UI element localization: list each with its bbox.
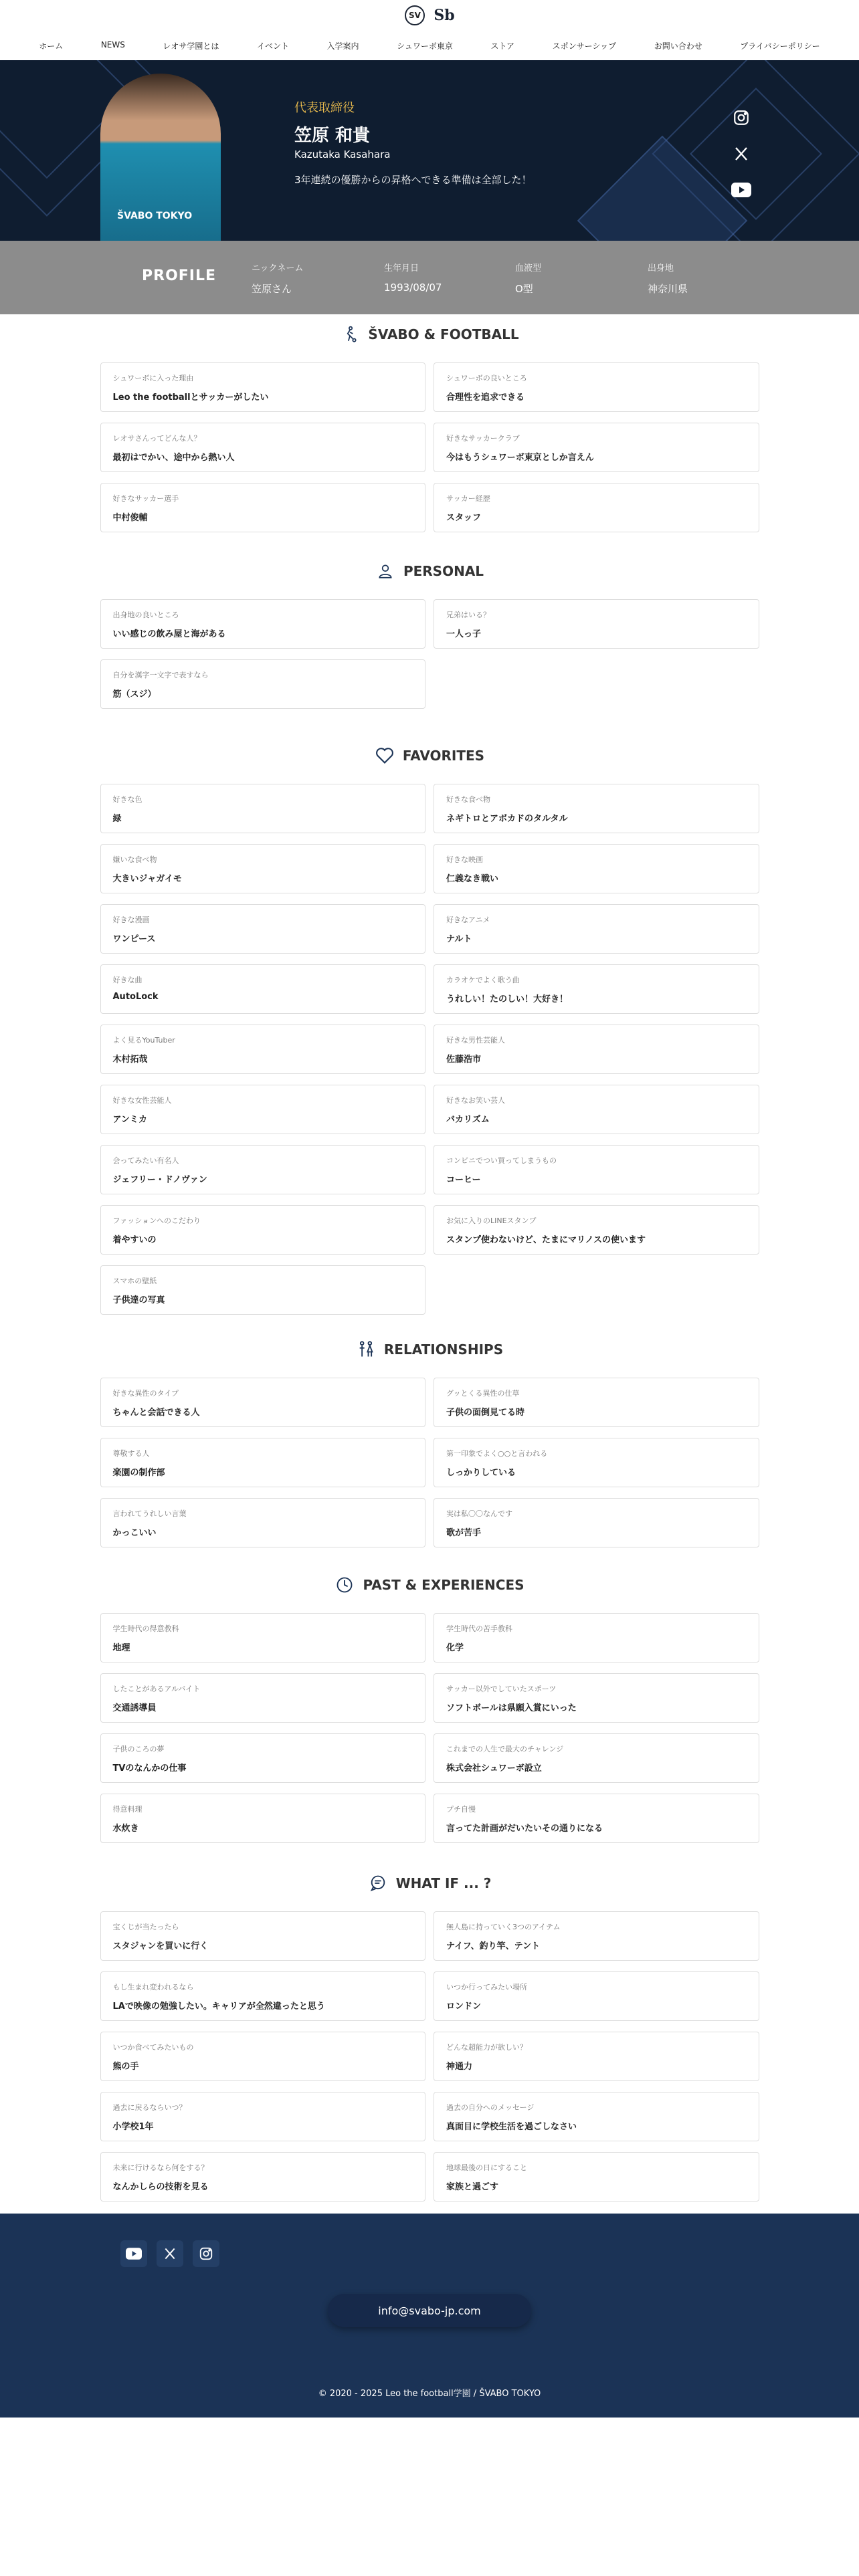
qa-question: 好きな食べ物 bbox=[446, 795, 490, 804]
profile-label: PROFILE bbox=[142, 267, 217, 284]
qa-card bbox=[434, 1378, 759, 1427]
profile-field-key: ニックネーム bbox=[252, 263, 304, 274]
qa-answer: ワンピース bbox=[112, 934, 156, 944]
qa-question: 好きなサッカー選手 bbox=[112, 494, 179, 503]
section-title: FAVORITES bbox=[402, 748, 485, 764]
qa-card bbox=[434, 2032, 759, 2081]
qa-answer: いい感じの飲み屋と海がある bbox=[112, 629, 226, 639]
qa-grid bbox=[100, 784, 759, 1315]
qa-answer: 中村俊輔 bbox=[112, 513, 148, 523]
nav-item[interactable]: スポンサーシップ bbox=[552, 41, 617, 51]
qa-answer: ナイフ、釣り竿、テント bbox=[446, 1941, 541, 1951]
qa-question: 無人島に持っていく3つのアイテム bbox=[446, 1923, 561, 1931]
qa-question: 会ってみたい有名人 bbox=[112, 1156, 179, 1165]
qa-question: 宝くじが当たったら bbox=[112, 1923, 179, 1931]
qa-answer: アンミカ bbox=[112, 1115, 147, 1125]
qa-question: したことがあるアルバイト bbox=[112, 1685, 201, 1693]
leosa-logo[interactable] bbox=[405, 5, 425, 25]
qa-question: 学生時代の得意教科 bbox=[112, 1624, 179, 1633]
profile-field-value: 1993/08/07 bbox=[384, 282, 442, 294]
section-header bbox=[0, 558, 859, 584]
qa-card bbox=[434, 1145, 759, 1194]
qa-question: もし生まれ変われるなら bbox=[112, 1983, 194, 1992]
qa-answer: 緑 bbox=[112, 814, 122, 824]
qa-answer: うれしい！たのしい！大好き！ bbox=[446, 994, 569, 1004]
section bbox=[0, 558, 859, 709]
section-header bbox=[0, 1870, 859, 1897]
qa-answer: 神通力 bbox=[446, 2062, 473, 2072]
qa-card bbox=[434, 1733, 759, 1783]
qa-answer: 地理 bbox=[112, 1643, 130, 1653]
qa-card bbox=[100, 784, 426, 833]
qa-card bbox=[434, 1085, 759, 1134]
qa-question: 言われてうれしい言葉 bbox=[112, 1509, 187, 1518]
speech-bubble-icon bbox=[368, 1873, 388, 1893]
qa-question: 出身地の良いところ bbox=[112, 611, 179, 619]
qa-answer: ロンドン bbox=[446, 2002, 482, 2012]
qa-answer: ナルト bbox=[446, 934, 472, 944]
qa-question: 好きな色 bbox=[112, 795, 142, 804]
qa-question: どんな超能力が欲しい？ bbox=[446, 2043, 527, 2052]
qa-answer: 子供達の写真 bbox=[112, 1295, 165, 1305]
qa-answer: 小学校1年 bbox=[112, 2122, 154, 2132]
qa-grid bbox=[100, 1378, 759, 1547]
section-title: WHAT IF ... ? bbox=[395, 1875, 492, 1891]
qa-card bbox=[100, 964, 426, 1014]
section bbox=[0, 1870, 859, 2202]
qa-card bbox=[434, 1613, 759, 1662]
qa-card bbox=[100, 2092, 426, 2141]
qa-answer: ジェフリー・ドノヴァン bbox=[112, 1175, 207, 1185]
hero-banner bbox=[0, 60, 859, 241]
qa-card bbox=[100, 1438, 426, 1487]
qa-question: シュワーボの良いところ bbox=[446, 374, 527, 383]
instagram-icon[interactable] bbox=[193, 2240, 219, 2267]
profile-field-key: 生年月日 bbox=[384, 263, 419, 274]
profile-field-key: 出身地 bbox=[648, 263, 674, 274]
qa-question: これまでの人生で最大のチャレンジ bbox=[446, 1745, 564, 1753]
footer-social-links bbox=[120, 2240, 219, 2267]
section bbox=[0, 321, 859, 532]
qa-question: お気に入りのLINEスタンプ bbox=[446, 1216, 537, 1225]
qa-card bbox=[434, 1911, 759, 1961]
qa-question: プチ自慢 bbox=[446, 1805, 476, 1814]
qa-card bbox=[434, 904, 759, 954]
section-title: PAST & EXPERIENCES bbox=[363, 1577, 524, 1593]
section-title: PERSONAL bbox=[403, 563, 484, 579]
qa-card bbox=[434, 2152, 759, 2202]
qa-question: 好きな男性芸能人 bbox=[446, 1036, 505, 1045]
qa-card bbox=[100, 1911, 426, 1961]
shirt-text: ŠVABO TOKYO bbox=[117, 211, 193, 221]
qa-card bbox=[434, 362, 759, 412]
nav-item[interactable]: NEWS bbox=[100, 40, 125, 49]
qa-answer: バカリズム bbox=[446, 1115, 490, 1125]
qa-question: 実は私〇〇なんです bbox=[446, 1509, 512, 1518]
qa-card bbox=[434, 1673, 759, 1723]
qa-answer: 水炊き bbox=[112, 1824, 139, 1834]
qa-answer: コーヒー bbox=[446, 1175, 481, 1185]
qa-answer: ちゃんと会話できる人 bbox=[112, 1408, 200, 1418]
qa-card bbox=[100, 659, 426, 709]
qa-answer: 家族と過ごす bbox=[446, 2182, 499, 2192]
logo-a-text: SV bbox=[409, 11, 421, 20]
profile-field bbox=[384, 261, 442, 294]
clock-icon bbox=[335, 1575, 355, 1595]
qa-question: グッとくる異性の仕草 bbox=[446, 1389, 520, 1398]
qa-answer: 木村拓哉 bbox=[112, 1055, 148, 1065]
qa-question: 過去に戻るならいつ？ bbox=[112, 2103, 187, 2112]
qa-card bbox=[100, 362, 426, 412]
qa-answer: ソフトボールは県願入賞にいった bbox=[446, 1703, 577, 1713]
qa-card bbox=[434, 1205, 759, 1255]
section bbox=[0, 1572, 859, 1843]
nav-item[interactable]: プライバシーポリシー bbox=[740, 41, 820, 51]
qa-answer: 交通誘導員 bbox=[112, 1703, 157, 1713]
qa-card bbox=[434, 1438, 759, 1487]
logo-b-text: Sb bbox=[434, 7, 455, 24]
qa-card bbox=[100, 1613, 426, 1662]
main-nav bbox=[0, 40, 859, 51]
qa-card bbox=[434, 423, 759, 472]
section-title: ŠVABO & FOOTBALL bbox=[368, 326, 519, 342]
role-title: 代表取締役 bbox=[294, 101, 355, 115]
qa-question: 好きな曲 bbox=[112, 976, 142, 984]
section-header bbox=[0, 742, 859, 769]
qa-answer: Leo the footballとサッカーがしたい bbox=[112, 393, 269, 403]
qa-card bbox=[100, 599, 426, 649]
qa-card bbox=[434, 599, 759, 649]
qa-answer: スタンプ使わないけど、たまにマリノスの使います bbox=[446, 1235, 646, 1245]
qa-question: よく見るYouTuber bbox=[112, 1036, 175, 1045]
qa-answer: 最初はでかい、途中から熱い人 bbox=[112, 453, 235, 463]
qa-answer: ネギトロとアボカドのタルタル bbox=[446, 814, 568, 824]
qa-answer: 仁義なき戦い bbox=[446, 874, 499, 884]
qa-question: 兄弟はいる？ bbox=[446, 611, 490, 619]
nav-item[interactable]: ストア bbox=[490, 41, 515, 51]
qa-answer: 今はもうシュワーボ東京としか言えん bbox=[446, 453, 594, 463]
qa-card bbox=[434, 483, 759, 532]
svabo-logo[interactable] bbox=[434, 5, 454, 25]
qa-card bbox=[100, 844, 426, 893]
qa-answer: AutoLock bbox=[112, 992, 159, 1002]
logo-group bbox=[0, 5, 859, 25]
couple-icon bbox=[356, 1339, 376, 1360]
qa-question: 得意料理 bbox=[112, 1805, 142, 1814]
profile-field-key: 血液型 bbox=[515, 263, 542, 274]
qa-card bbox=[100, 423, 426, 472]
qa-answer: 筋（スジ） bbox=[112, 689, 157, 700]
qa-question: 尊敬する人 bbox=[112, 1449, 150, 1458]
qa-answer: 一人っ子 bbox=[446, 629, 482, 639]
qa-answer: TVのなんかの仕事 bbox=[112, 1763, 187, 1774]
qa-answer: かっこいい bbox=[112, 1528, 157, 1538]
name-japanese: 笠原 和貴 bbox=[294, 126, 371, 146]
qa-answer: 佐藤浩市 bbox=[446, 1055, 482, 1065]
youtube-icon[interactable] bbox=[731, 179, 752, 201]
site-footer bbox=[0, 2214, 859, 2418]
qa-question: いつか行ってみたい場所 bbox=[446, 1983, 527, 1992]
qa-card bbox=[434, 844, 759, 893]
email-button[interactable]: info@svabo-jp.com bbox=[328, 2294, 531, 2327]
qa-card bbox=[434, 1498, 759, 1547]
qa-card bbox=[100, 1498, 426, 1547]
section-title: RELATIONSHIPS bbox=[383, 1341, 504, 1358]
nav-item[interactable]: イベント bbox=[256, 41, 289, 51]
qa-answer: 真面目に学校生活を過ごしなさい bbox=[446, 2122, 577, 2132]
qa-question: 好きなアニメ bbox=[446, 916, 490, 924]
nav-item[interactable]: お問い合わせ bbox=[654, 41, 702, 51]
qa-grid bbox=[100, 362, 759, 532]
profile-field bbox=[648, 261, 688, 296]
qa-question: 好きな女性芸能人 bbox=[112, 1096, 172, 1105]
profile-field bbox=[515, 261, 541, 296]
qa-card bbox=[100, 904, 426, 954]
nav-item[interactable]: ホーム bbox=[39, 41, 64, 51]
qa-question: いつか食べてみたいもの bbox=[112, 2043, 194, 2052]
qa-question: 好きな映画 bbox=[446, 855, 483, 864]
qa-answer: なんかしらの技術を見る bbox=[112, 2182, 209, 2192]
qa-card bbox=[434, 964, 759, 1014]
x-twitter-icon[interactable] bbox=[731, 143, 752, 165]
qa-answer: 着やすいの bbox=[112, 1235, 157, 1245]
qa-question: 学生時代の苦手教科 bbox=[446, 1624, 512, 1633]
qa-question: 地球最後の日にすること bbox=[446, 2163, 527, 2172]
qa-question: カラオケでよく歌う曲 bbox=[446, 976, 520, 984]
qa-question: 自分を漢字一文字で表すなら bbox=[112, 671, 209, 679]
qa-answer: 言ってた計画がだいたいその通りになる bbox=[446, 1824, 603, 1834]
qa-card bbox=[100, 483, 426, 532]
site-header bbox=[0, 0, 859, 60]
qa-card bbox=[434, 1971, 759, 2021]
qa-question: サッカー経歴 bbox=[446, 494, 490, 503]
section-header bbox=[0, 1336, 859, 1363]
qa-grid bbox=[100, 1911, 759, 2202]
motto-text: 3年連続の優勝からの昇格へできる準備は全部した！ bbox=[294, 174, 532, 186]
qa-answer: 株式会社シュワーボ設立 bbox=[446, 1763, 542, 1774]
x-twitter-icon[interactable] bbox=[157, 2240, 183, 2267]
qa-question: コンビニでつい買ってしまうもの bbox=[446, 1156, 557, 1165]
qa-question: スマホの壁紙 bbox=[112, 1277, 157, 1285]
hero-social-links bbox=[731, 107, 752, 201]
qa-card bbox=[100, 1265, 426, 1315]
qa-card bbox=[434, 784, 759, 833]
qa-question: サッカー以外でしていたスポーツ bbox=[446, 1685, 557, 1693]
qa-card bbox=[100, 1794, 426, 1843]
youtube-icon[interactable] bbox=[120, 2240, 147, 2267]
qa-question: 未来に行けるなら何をする？ bbox=[112, 2163, 209, 2172]
qa-question: 好きな異性のタイプ bbox=[112, 1389, 179, 1398]
nav-item[interactable]: 入学案内 bbox=[326, 41, 359, 51]
qa-card bbox=[434, 1794, 759, 1843]
qa-card bbox=[100, 1025, 426, 1074]
qa-card bbox=[100, 1971, 426, 2021]
person-icon bbox=[375, 561, 395, 581]
profile-field bbox=[252, 261, 303, 296]
qa-answer: 化学 bbox=[446, 1643, 464, 1653]
qa-card bbox=[100, 1205, 426, 1255]
copyright-text: © 2020 - 2025 Leo the football学園 / ŠVABO TOKYO bbox=[318, 2389, 541, 2399]
section bbox=[0, 742, 859, 1315]
qa-question: 好きなお笑い芸人 bbox=[446, 1096, 505, 1105]
qa-question: 第一印象でよく○○と言われる bbox=[446, 1449, 548, 1458]
instagram-icon[interactable] bbox=[731, 107, 752, 128]
qa-card bbox=[100, 2032, 426, 2081]
qa-card bbox=[100, 1145, 426, 1194]
qa-card bbox=[100, 1673, 426, 1723]
qa-card bbox=[100, 1085, 426, 1134]
qa-grid bbox=[100, 599, 759, 709]
qa-question: ファッションへのこだわり bbox=[112, 1216, 201, 1225]
qa-grid bbox=[100, 1613, 759, 1843]
section bbox=[0, 1336, 859, 1547]
nav-item[interactable]: レオサ学園とは bbox=[163, 41, 219, 51]
section-header bbox=[0, 1572, 859, 1598]
qa-question: 嫌いな食べ物 bbox=[112, 855, 157, 864]
qa-card bbox=[100, 2152, 426, 2202]
qa-answer: LAで映像の勉強したい。キャリアが全然違ったと思う bbox=[112, 2002, 325, 2012]
name-english: Kazutaka Kasahara bbox=[294, 148, 391, 160]
qa-question: 過去の自分へのメッセージ bbox=[446, 2103, 535, 2112]
qa-question: 好きなサッカークラブ bbox=[446, 434, 520, 443]
qa-answer: スタジャンを買いに行く bbox=[112, 1941, 209, 1951]
qa-answer: 合理性を追求できる bbox=[446, 393, 525, 403]
qa-card bbox=[100, 1733, 426, 1783]
section-header bbox=[0, 321, 859, 348]
nav-item[interactable]: シュワーボ東京 bbox=[397, 41, 453, 51]
qa-answer: 子供の面倒見てる時 bbox=[446, 1408, 525, 1418]
football-player-icon bbox=[340, 324, 360, 344]
qa-answer: スタッフ bbox=[446, 513, 482, 523]
heart-icon bbox=[375, 746, 395, 766]
qa-answer: 楽園の制作部 bbox=[112, 1468, 165, 1478]
profile-field-value: 神奈川県 bbox=[648, 283, 688, 295]
qa-answer: 歌が苦手 bbox=[446, 1528, 482, 1538]
qa-question: 好きな漫画 bbox=[112, 916, 150, 924]
qa-answer: 大きいジャガイモ bbox=[112, 874, 182, 884]
profile-band bbox=[0, 241, 859, 314]
qa-answer: しっかりしている bbox=[446, 1468, 516, 1478]
qa-question: 子供のころの夢 bbox=[112, 1745, 165, 1753]
profile-field-value: 笠原さん bbox=[252, 283, 292, 295]
qa-card bbox=[434, 1025, 759, 1074]
qa-question: レオサさんってどんな人？ bbox=[112, 434, 201, 443]
profile-field-value: O型 bbox=[515, 283, 533, 295]
qa-question: シュワーボに入った理由 bbox=[112, 374, 194, 383]
qa-answer: 熊の手 bbox=[112, 2062, 139, 2072]
qa-card bbox=[100, 1378, 426, 1427]
qa-card bbox=[434, 2092, 759, 2141]
